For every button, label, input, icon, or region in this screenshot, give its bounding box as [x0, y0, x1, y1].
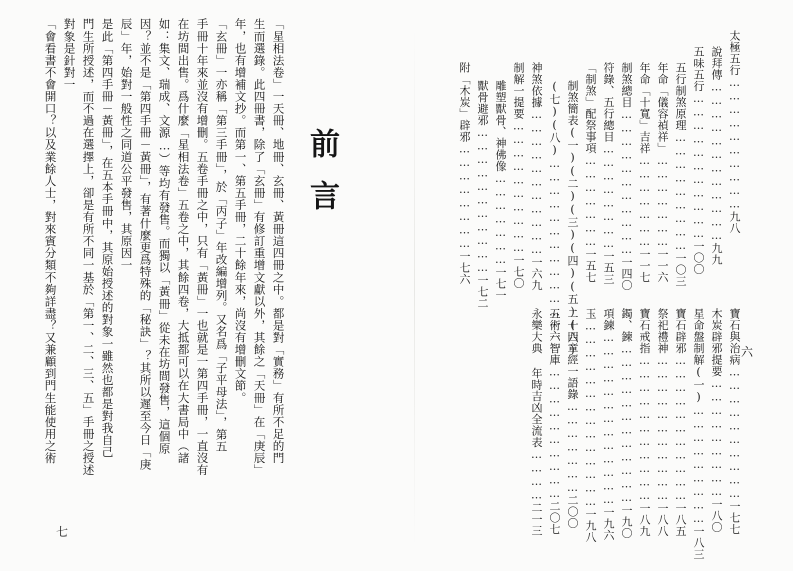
toc-entry: 年命「儀容禎祥」…………………一一六 [656, 62, 669, 283]
toc-entry: 符錄、五行總目……………………一五三 [602, 62, 615, 285]
toc-entry: 制解一提要…………………………一七〇 [512, 62, 525, 289]
paragraph-line: 因？並不是「第四手冊－黃冊」，有著什麼更爲特殊的「秘訣」？其所以遲至今日「庚 [138, 18, 153, 471]
paragraph-line: 對象是針對一 [62, 18, 77, 91]
preface-heading: 前言 [304, 128, 339, 232]
paragraph-line: 在坊間出售。爲什麼「星相法卷」五卷之中，其餘四卷，大抵都可以在大書局中（諸 [176, 18, 191, 464]
toc-entry: 制煞簡表(一)(二)(三)(四)(五)(六) [566, 80, 579, 357]
toc-entry: 祭祀禮神……………………………一八八 [656, 308, 669, 537]
toc-entry: 制煞總目……………………………一四〇 [620, 62, 633, 291]
toc-entry: 附「木炭」辟邪……………………一七六 [458, 62, 471, 285]
toc-entry: 永樂大典 年時吉凶全流表…………二一三 [530, 308, 543, 537]
toc-entry: 五術一智庫…………………………二〇七 [548, 308, 561, 535]
toc-entry: 說拜傳………………………………九九 [710, 46, 723, 266]
toc-entry: 雕塑獸骨、神佛像…………………一七一 [494, 80, 507, 301]
toc-entry: 太極五行…………………………九八 [728, 30, 741, 234]
toc-entry: 二十四章經一語錄…………………二〇〇 [566, 308, 579, 529]
toc-entry: 木炭辟邪提要………………………一八〇 [710, 308, 723, 533]
toc-entry: 玉……………………………………一九八 [584, 308, 597, 543]
paragraph-line: 手冊十年來並沒有增刪。五卷手冊之中，只有「黃冊」一也就是一第四手冊，一直沒有 [195, 18, 210, 476]
paragraph-line: 如：集文、瑞成、文源…）等均有發售。而獨以「黃冊」從未在坊間發售，這個原 [157, 18, 172, 455]
toc-entry: (七)(八)………………………………一六一 [548, 80, 561, 354]
paragraph-line: 「玄冊」一亦稱「第三手冊」，於「丙子」年改編增列。又名爲「子平母法」，第五 [214, 18, 229, 453]
contents-page [421, 18, 761, 560]
toc-entry: 鐲、鍊………………………………一九〇 [620, 308, 633, 539]
paragraph-line: 「星相法卷」一天冊、地冊、玄冊、黃冊這四冊之中。都是對「實務」有所不足的門 [271, 18, 286, 464]
paragraph-line: 辰」年，始對一般性之同道公平發售，其原因一 [119, 18, 134, 272]
page-number: 六 [741, 345, 754, 359]
toc-entry: 「制煞」配祭事項…………………一五七 [584, 62, 597, 283]
paragraph-line: 門生所授述，而不過在選擇上，卻是有所不同一基於「第一、二、三、五」手冊之授述 [81, 18, 96, 476]
toc-entry: 寶石戒指……………………………一八九 [638, 308, 651, 537]
toc-entry: 年命「十寬」吉祥…………………一一七 [638, 62, 651, 283]
toc-entry: 星命盤制解(一)………………………一八三 [692, 308, 705, 560]
toc-entry: 項鍊…………………………………一九六 [602, 308, 615, 541]
paragraph-line: 是此「第四手冊－黃冊」，在五本手冊中，其原始授述的對象一雖然也都是對我自己 [100, 18, 115, 459]
toc-entry: 寶石與治病…………………………一七七 [728, 308, 741, 535]
toc-entry: 五味五行……………………………一〇〇 [692, 46, 705, 275]
toc-entry: 五行制煞原理………………………一〇三 [674, 62, 687, 287]
toc-entry: 神煞依據……………………………一六九 [530, 62, 543, 291]
book-gutter [414, 28, 415, 548]
toc-entry: 獸骨避邪……………………………一七二 [476, 80, 489, 309]
paragraph-line: 「會看書不會開口？以及業餘人士，對來賓分類不夠詳盡？又兼顧到門生能使用之術 [43, 18, 58, 464]
paragraph-line: 年，也有增補文抄。而第一、第五手冊，二十餘年來，尚沒有增刪文節。 [233, 18, 248, 404]
page-number: 七 [56, 525, 69, 539]
paragraph-line: 生而選錄。此四冊書，除了「玄冊」有修訂重增文獻以外，其餘之「天冊」在「庚辰」 [252, 18, 267, 476]
preface-page [36, 18, 411, 553]
toc-entry: 寶石辟邪……………………………一八五 [674, 308, 687, 537]
